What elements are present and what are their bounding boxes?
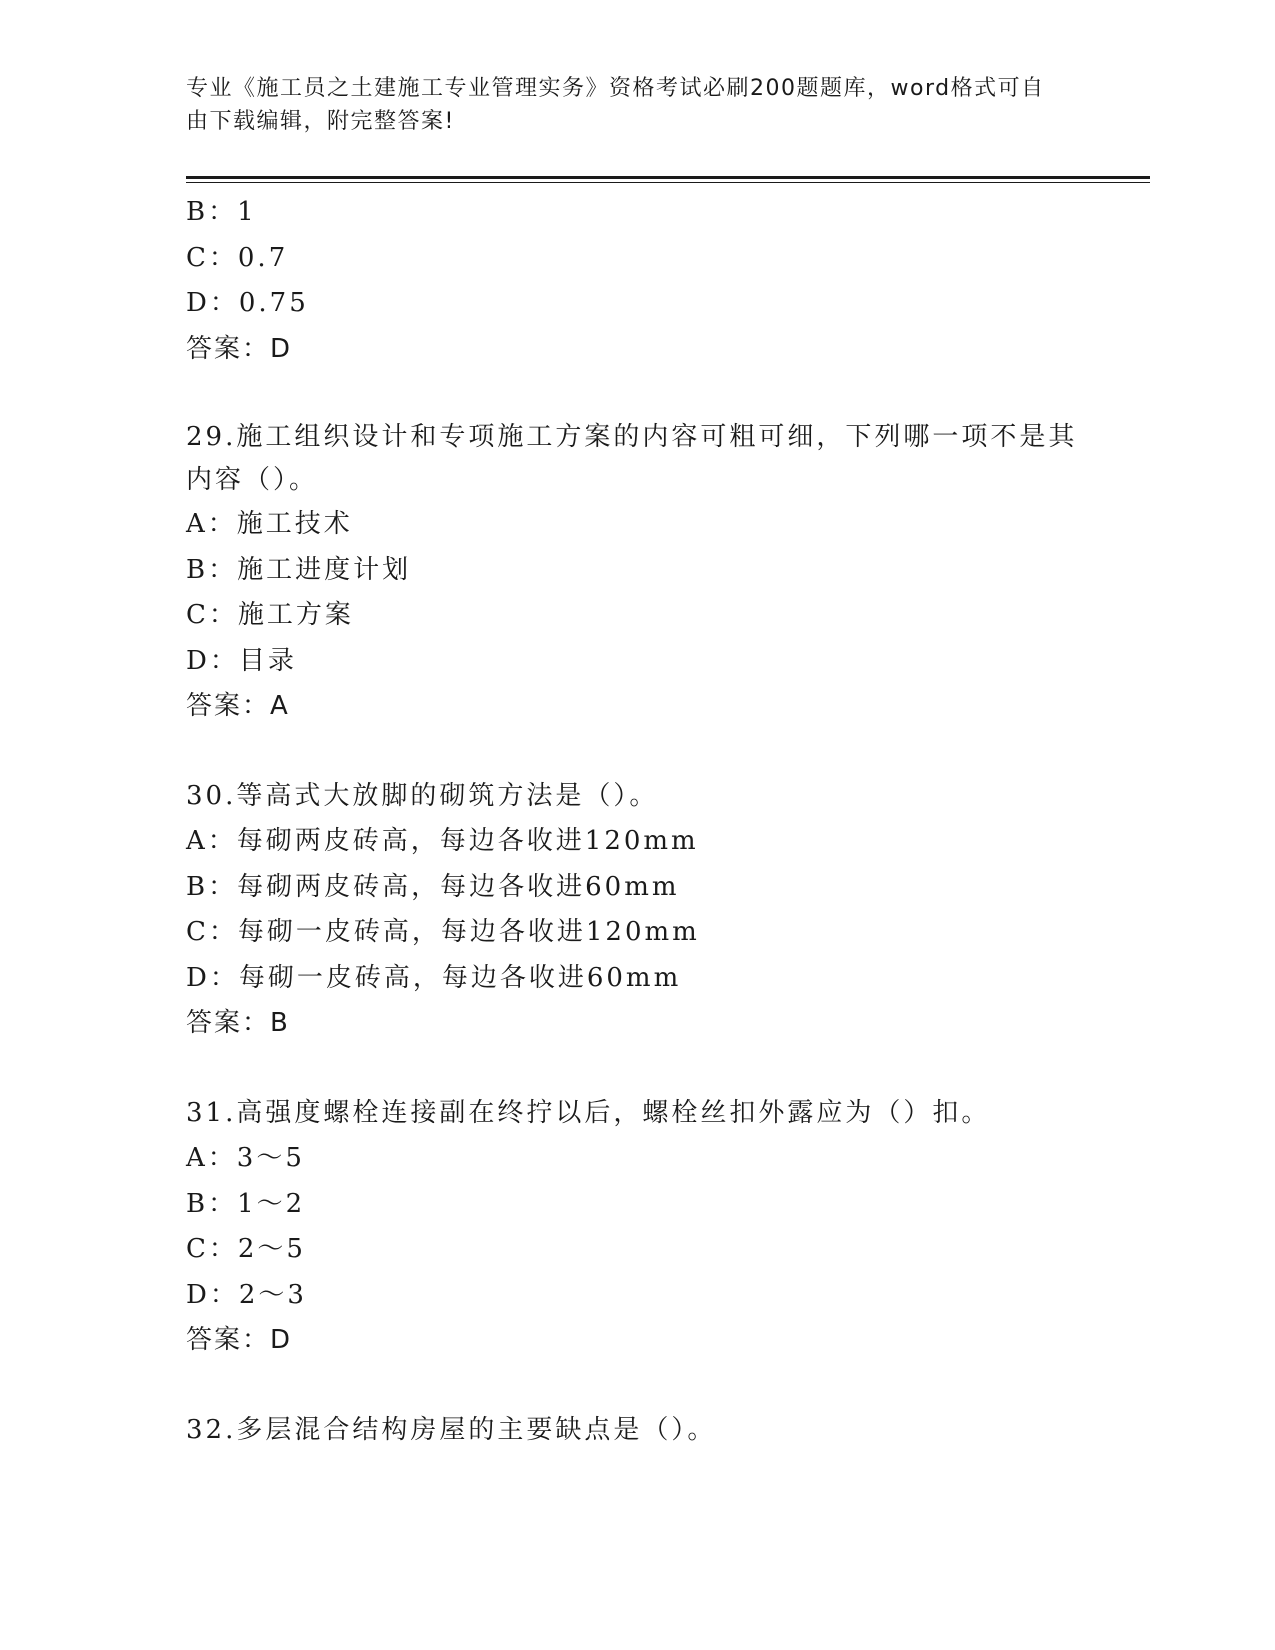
answer-line: 答案：D [186,1325,293,1355]
question-stem: 32.多层混合结构房屋的主要缺点是（）。 [186,1414,717,1445]
answer-line: 答案：D [186,333,293,364]
question-content [186,190,1086,1453]
option-d: D：每砌一皮砖高，每边各收进60mm [186,962,682,993]
question-stem: 31.高强度螺栓连接副在终拧以后，螺栓丝扣外露应为（）扣。 [186,1097,991,1128]
option-b: B：1 [186,197,257,227]
answer-line: 答案：A [186,691,290,721]
spacer [186,1364,1086,1408]
header-divider-thick [186,176,1150,179]
option-c: C：2～5 [186,1234,306,1264]
option-c: C：施工方案 [186,600,354,630]
option-b: B：每砌两皮砖高，每边各收进60mm [186,871,680,902]
spacer [186,372,1086,416]
option-b: B：施工进度计划 [186,554,412,585]
question-30 [186,774,1086,1047]
previous-question-block [186,190,1086,372]
option-c: C：每砌一皮砖高，每边各收进120mm [186,917,700,947]
option-c: C：0.7 [186,242,289,273]
option-d: D：0.75 [186,288,309,318]
option-b: B：1～2 [186,1188,306,1219]
question-stem: 29.施工组织设计和专项施工方案的内容可粗可细，下列哪一项不是其内容（）。 [186,422,1078,495]
option-a: A：施工技术 [186,509,353,539]
option-d: D：目录 [186,645,297,676]
question-32 [186,1408,1086,1454]
spacer [186,1047,1086,1091]
question-31 [186,1091,1086,1364]
spacer [186,730,1086,774]
option-a: A：每砌两皮砖高，每边各收进120mm [186,826,699,856]
option-a: A：3～5 [186,1143,305,1173]
document-header: 专业《施工员之土建施工专业管理实务》资格考试必刷200题题库，word格式可自由下载编辑，附完整答案! [186,76,1045,134]
question-stem: 30.等高式大放脚的砌筑方法是（）。 [186,780,659,811]
header-divider-thin [186,182,1150,183]
option-d: D：2～3 [186,1279,307,1310]
question-29 [186,416,1086,730]
answer-line: 答案：B [186,1008,290,1038]
